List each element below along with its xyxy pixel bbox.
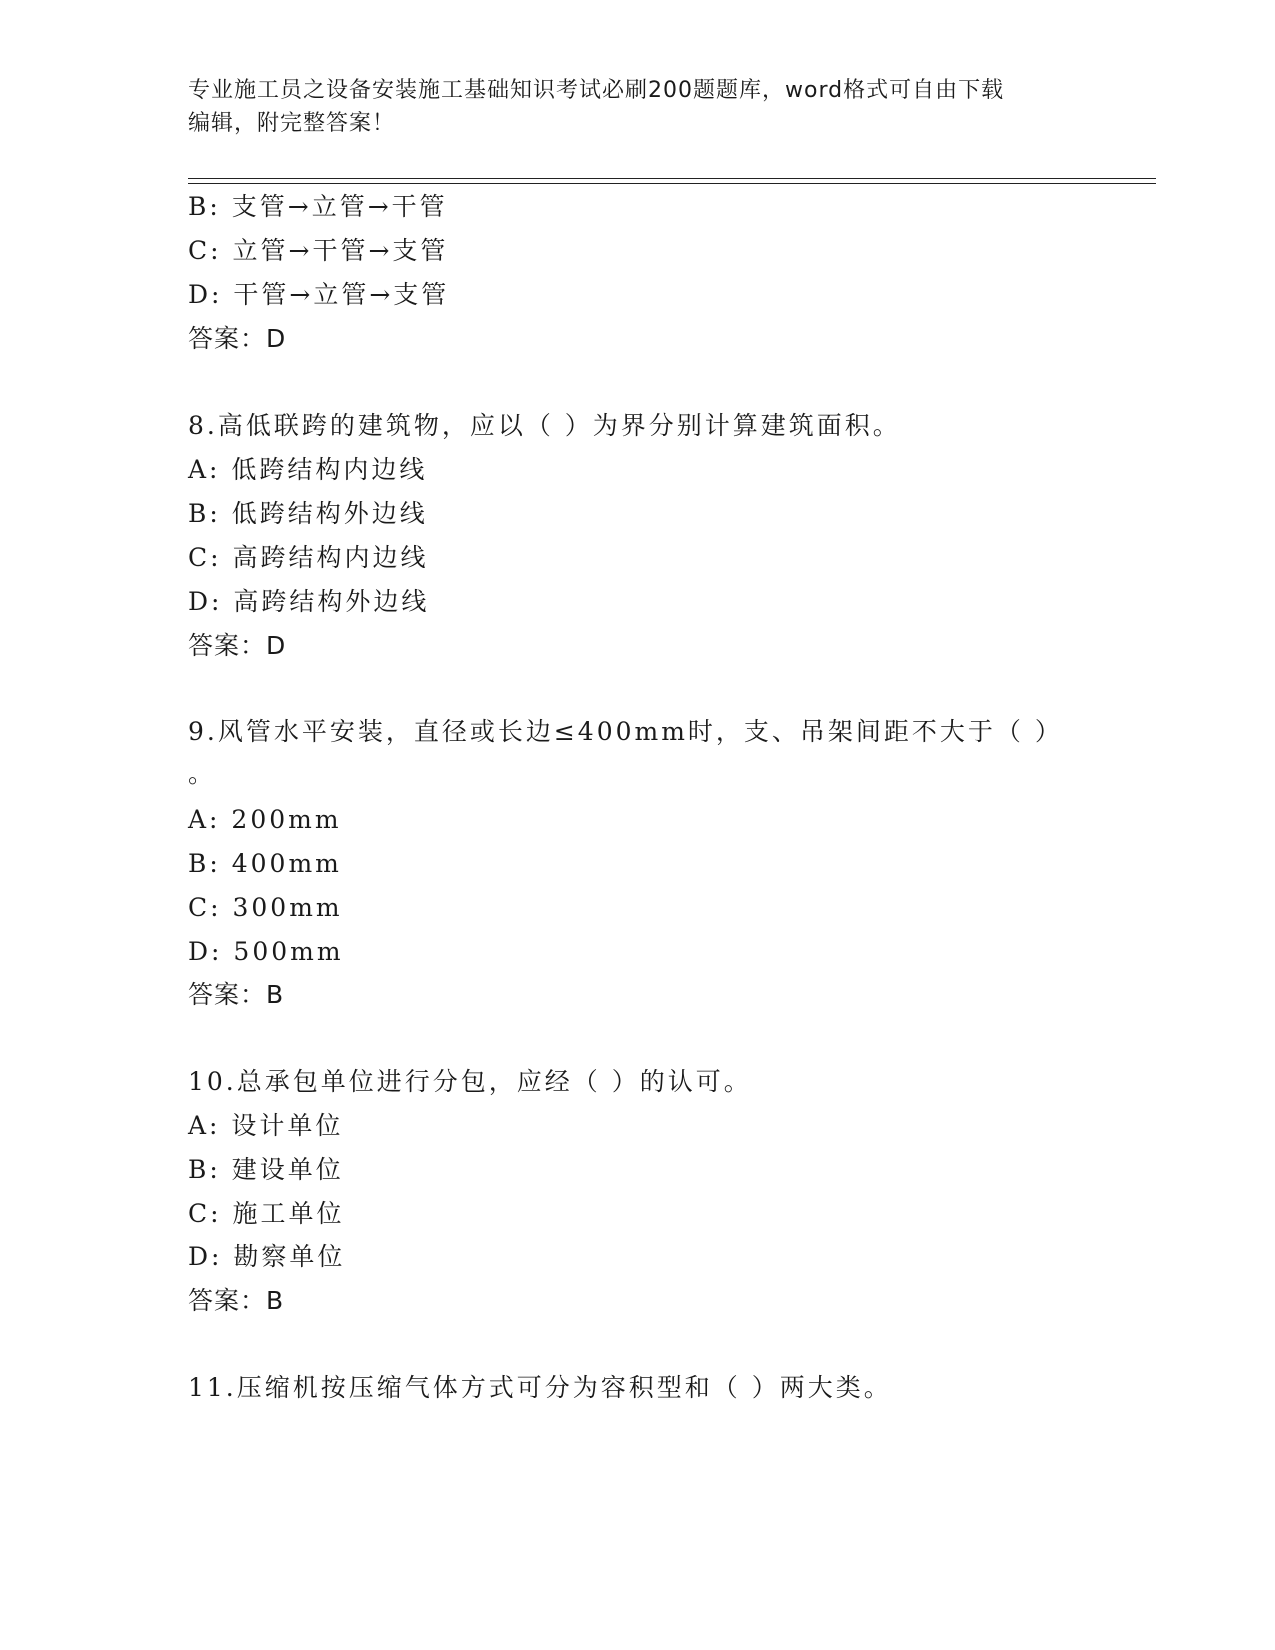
q7-option-d: D: 干管→立管→支管 bbox=[188, 280, 450, 309]
q10-option-a: A: 设计单位 bbox=[188, 1111, 344, 1140]
q7-option-b: B: 支管→立管→干管 bbox=[188, 192, 448, 221]
document-header bbox=[188, 74, 1078, 140]
q8-option-b: B: 低跨结构外边线 bbox=[188, 499, 428, 528]
q9-option-d: D: 500mm bbox=[188, 937, 344, 966]
q10-option-d: D: 勘察单位 bbox=[188, 1242, 346, 1271]
header-line-1: 专业施工员之设备安装施工基础知识考试必刷200题题库，word格式可自由下载 bbox=[188, 78, 1005, 103]
q8-answer: 答案：D bbox=[188, 631, 287, 660]
q7-option-c: C: 立管→干管→支管 bbox=[188, 236, 449, 265]
q9-question: 9.风管水平安装，直径或长边≤400mm时，支、吊架间距不大于（ ） bbox=[188, 717, 1063, 746]
header-divider-bottom bbox=[188, 183, 1156, 184]
header-divider-top bbox=[188, 178, 1156, 179]
q10-answer: 答案：B bbox=[188, 1286, 285, 1315]
header-line-2: 编辑，附完整答案！ bbox=[188, 111, 396, 136]
q8-option-a: A: 低跨结构内边线 bbox=[188, 455, 428, 484]
q10-option-c: C: 施工单位 bbox=[188, 1199, 345, 1228]
q9-option-b: B: 400mm bbox=[188, 849, 342, 878]
q10-question: 10.总承包单位进行分包，应经（ ）的认可。 bbox=[188, 1067, 752, 1096]
q8-option-d: D: 高跨结构外边线 bbox=[188, 587, 430, 616]
q10-option-b: B: 建设单位 bbox=[188, 1155, 344, 1184]
q8-option-c: C: 高跨结构内边线 bbox=[188, 543, 429, 572]
q9-answer: 答案：B bbox=[188, 980, 285, 1009]
q9-option-c: C: 300mm bbox=[188, 893, 343, 922]
q11-question: 11.压缩机按压缩气体方式可分为容积型和（ ）两大类。 bbox=[188, 1373, 892, 1402]
q9-question-continued: 。 bbox=[188, 759, 217, 788]
q8-question: 8.高低联跨的建筑物，应以（ ）为界分别计算建筑面积。 bbox=[188, 411, 901, 440]
q9-option-a: A: 200mm bbox=[188, 805, 342, 834]
q7-answer: 答案：D bbox=[188, 324, 287, 353]
